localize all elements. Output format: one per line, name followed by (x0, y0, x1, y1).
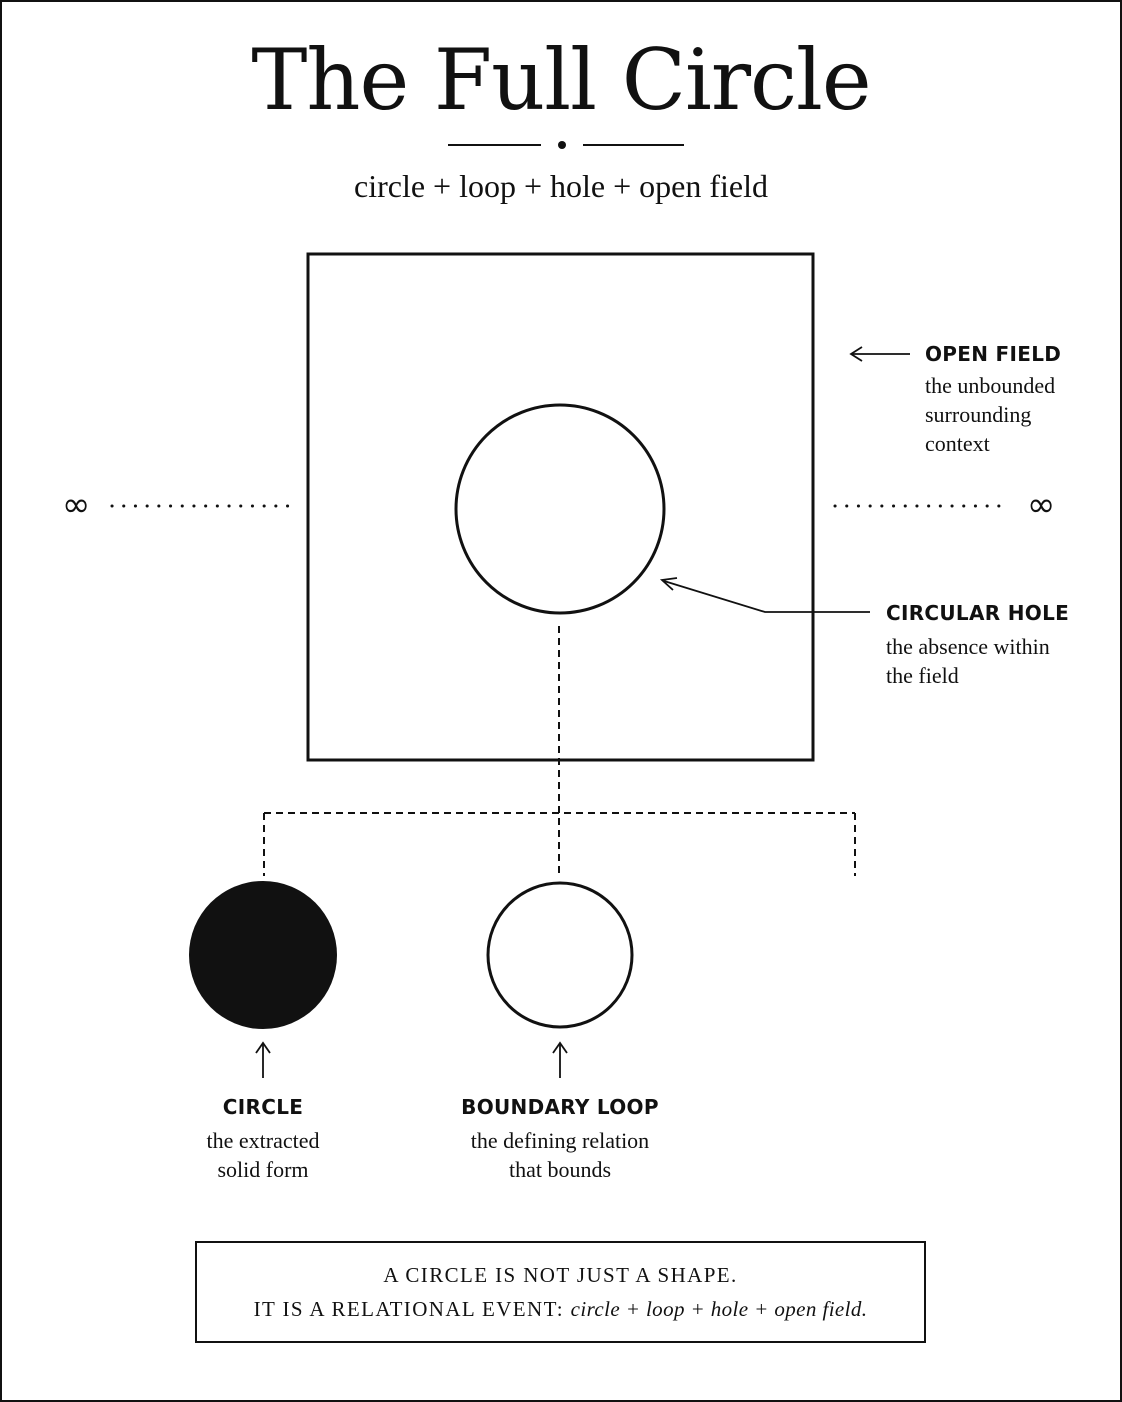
open-field-desc-line: surrounding (925, 402, 1032, 427)
circular-hole-desc-line: the field (886, 663, 959, 688)
boundary-loop-desc-line: the defining relation (470, 1128, 650, 1153)
circular-hole-desc-line: the absence within (886, 634, 1050, 659)
footer-note-box (195, 1241, 926, 1343)
open-field-desc-line: context (925, 431, 990, 456)
open-field-desc-line: the unbounded (925, 373, 1056, 398)
boundary-loop-shape (488, 883, 632, 1027)
boundary-loop-desc-line: that bounds (508, 1157, 612, 1182)
circular-hole-label: CIRCULAR HOLE (886, 601, 1070, 625)
infinity-left-icon: ∞ (62, 485, 91, 525)
solid-circle-shape (189, 881, 337, 1029)
footer-line-2 (197, 1297, 924, 1322)
circle-desc-line: solid form (217, 1157, 309, 1182)
footer-line-1: A CIRCLE IS NOT JUST A SHAPE. (383, 1263, 738, 1287)
boundary-loop-description (410, 1126, 710, 1184)
open-field-label: OPEN FIELD (925, 342, 1062, 366)
circular-hole-description (886, 632, 1050, 690)
circular-hole-leader (664, 581, 870, 612)
infinity-right-icon: ∞ (1027, 485, 1056, 525)
circle-description (143, 1126, 383, 1184)
boundary-loop-label: BOUNDARY LOOP (461, 1095, 659, 1119)
open-field-description (925, 371, 1055, 458)
footer-line-2-prefix: IT IS A RELATIONAL EVENT: (253, 1297, 564, 1321)
page-title: The Full Circle (251, 31, 871, 129)
title-divider-dot (558, 141, 566, 149)
circular-hole-shape (456, 405, 664, 613)
circle-desc-line: the extracted (206, 1128, 320, 1153)
footer-line-2-emphasis: circle + loop + hole + open field. (570, 1297, 868, 1321)
page-subtitle: circle + loop + hole + open field (353, 168, 768, 204)
circle-label: CIRCLE (222, 1095, 304, 1119)
